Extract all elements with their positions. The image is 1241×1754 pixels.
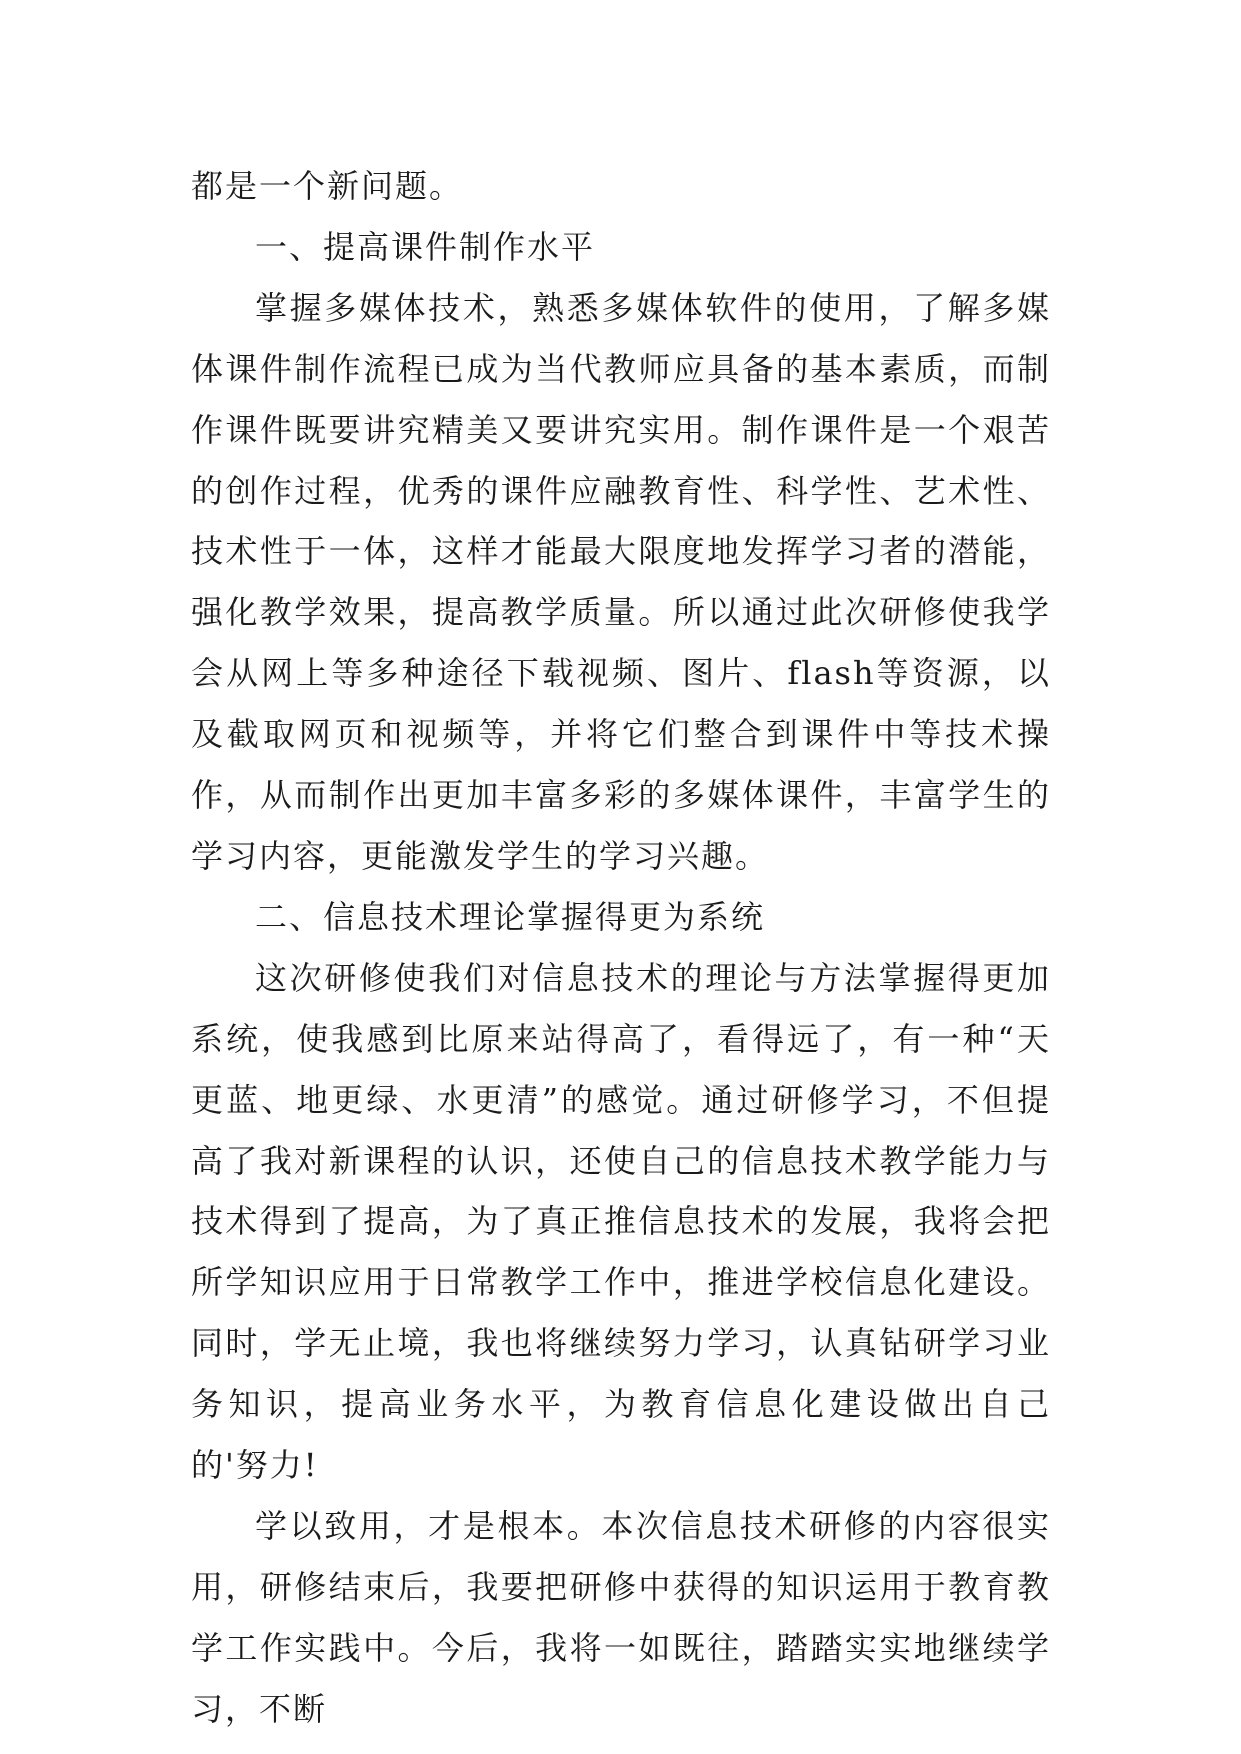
paragraph-continuation: 都是一个新问题。 (191, 167, 464, 205)
section-heading-1: 一、提高课件制作水平 (255, 227, 596, 266)
paragraph-courseware: 掌握多媒体技术，熟悉多媒体软件的使用，了解多媒体课件制作流程已成为当代教师应具备的基本素质，而制作课件既要讲究精美又要讲究实用。制作课件是一个艰苦的创作过程，优秀的课件应融教育性、科学性、艺术性、技术性于一体，这样才能最大限度地发挥学习者的潜能，强化教学效果，提高教学质量。所以通过此次研修使我学会从网上等多种途径下载视频、图片、flash等资源，以及截取网页和视频等，并将它们整合到课件中等技术操作，从而制作出更加丰富多彩的多媒体课件，丰富学生的学习内容，更能激发学生的学习兴趣。 (191, 288, 1051, 875)
paragraph-application: 学以致用，才是根本。本次信息技术研修的内容很实用，研修结束后，我要把研修中获得的知识运用于教育教学工作实践中。今后，我将一如既往，踏踏实实地继续学习，不断 (191, 1506, 1051, 1728)
section-heading-2: 二、信息技术理论掌握得更为系统 (255, 897, 766, 936)
paragraph-theory: 这次研修使我们对信息技术的理论与方法掌握得更加系统，使我感到比原来站得高了，看得远了，有一种“天更蓝、地更绿、水更清”的感觉。通过研修学习，不但提高了我对新课程的认识，还使自己的信息技术教学能力与技术得到了提高，为了真正推信息技术的发展，我将会把所学知识应用于日常教学工作中，推进学校信息化建设。同时，学无止境，我也将继续努力学习，认真钻研学习业务知识，提高业务水平，为教育信息化建设做出自己的'努力! (191, 958, 1051, 1485)
document-body (191, 156, 1051, 1740)
